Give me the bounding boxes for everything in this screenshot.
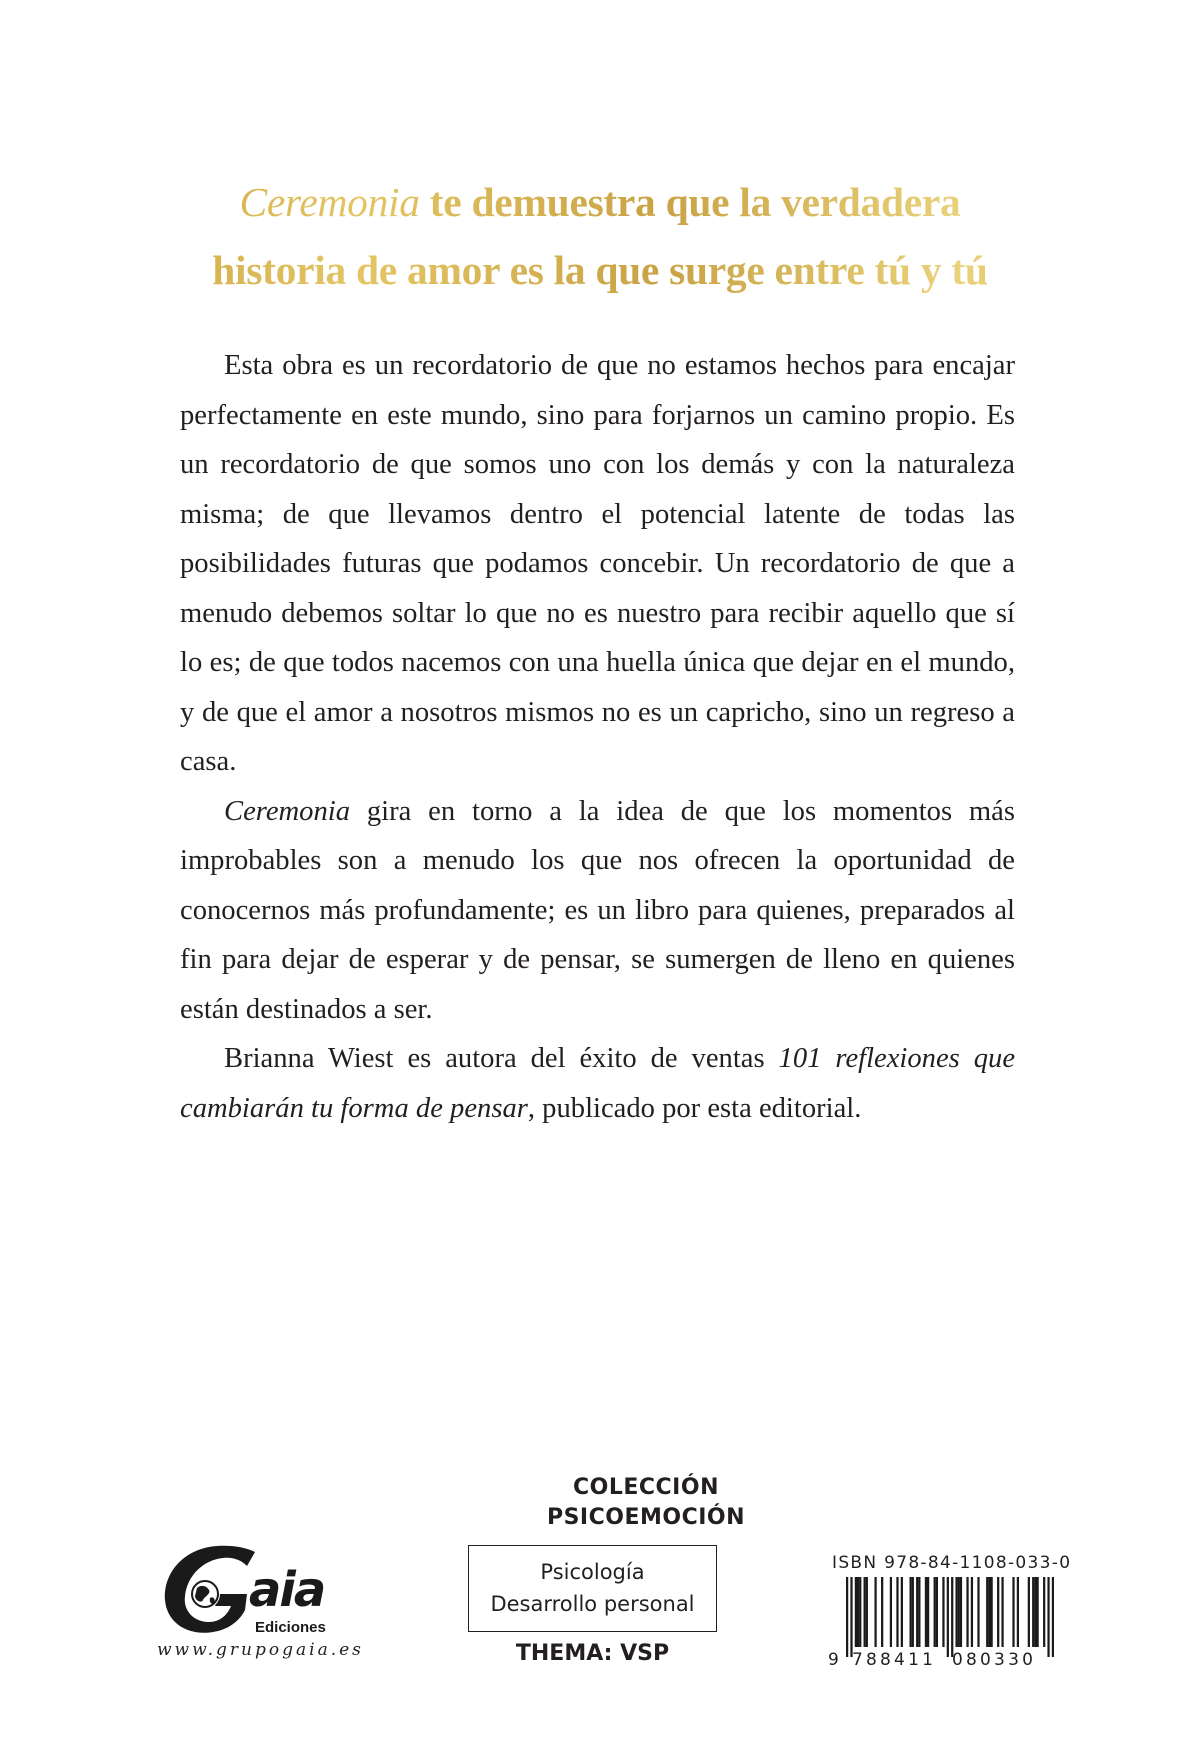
collection-name (500, 1473, 792, 1533)
headline-line-1-rest: te demuestra que la verdadera (419, 179, 961, 225)
barcode-bar (890, 1577, 892, 1647)
barcode-bar (916, 1577, 918, 1647)
barcode (846, 1577, 1054, 1657)
barcode-bar (1012, 1577, 1014, 1647)
barcode-bar (1032, 1577, 1034, 1647)
book-title: Ceremonia (224, 795, 351, 827)
barcode-bar (909, 1577, 911, 1647)
barcode-bar (918, 1577, 920, 1647)
barcode-bar (958, 1577, 960, 1647)
barcode-bar (986, 1577, 988, 1647)
barcode-bar (988, 1577, 990, 1647)
barcode-bar (971, 1577, 973, 1647)
author-note (180, 1034, 1015, 1133)
barcode-bar (859, 1577, 861, 1647)
headline-line-2: historia de amor es la que surge entre tú y tú (212, 247, 988, 293)
barcode-bar (927, 1577, 929, 1647)
barcode-bar (901, 1577, 903, 1647)
barcode-bar (1001, 1577, 1003, 1647)
barcode-bar (874, 1577, 876, 1647)
barcode-bar (936, 1577, 938, 1647)
barcode-bar (1036, 1577, 1038, 1647)
barcode-bar (855, 1577, 857, 1647)
barcode-bar (1034, 1577, 1036, 1647)
barcode-bar (850, 1577, 852, 1657)
collection-line-1: COLECCIÓN (573, 1475, 719, 1500)
barcode-digits-group-2: 080330 (952, 1650, 1037, 1670)
headline-line-1 (0, 168, 1200, 236)
barcode-bar (1017, 1577, 1019, 1647)
barcode-bar (951, 1577, 953, 1657)
subject-box (468, 1545, 717, 1632)
barcode-bar (912, 1577, 914, 1647)
collection-line-2: PSICOEMOCIÓN (546, 1505, 746, 1530)
previous-book-title: 101 reflexiones que cambiarán tu forma de pensar (180, 1043, 1016, 1124)
barcode-bar (1052, 1577, 1054, 1657)
barcode-digits-group-1: 788411 (852, 1650, 937, 1670)
headline (0, 168, 1200, 304)
subject-2: Desarrollo personal (490, 1592, 695, 1616)
barcode-bar (942, 1577, 944, 1647)
logo-wordmark: aia (249, 1562, 325, 1618)
thema-code: THEMA: VSP (515, 1641, 670, 1666)
synopsis-paragraph-1: Esta obra es un recordatorio de que no estamos hechos para encajar perfectamente en este mundo, sino para forjarnos un camino propio. Es un recordatorio de que somos uno con los demás y con la naturaleza misma; de que llevamos dentro el potencial latente de todas las posibilidades futuras que podamos concebir. Un recordatorio de que a menudo debemos soltar lo que no es nuestro para recibir aquello que sí lo es; de que todos nacemos con una huella única que dejar en el mundo, y de que el amor a nosotros mismos no es un capricho, sino un regreso a casa. (180, 350, 1015, 777)
barcode-bar (881, 1577, 883, 1647)
author-note-end: , publicado por esta editorial. (527, 1092, 862, 1124)
barcode-bar (934, 1577, 936, 1647)
barcode-bar (846, 1577, 848, 1657)
barcode-bar (966, 1577, 968, 1647)
barcode-bar (997, 1577, 999, 1647)
barcode-bar (1043, 1577, 1045, 1647)
barcode-bar (1028, 1577, 1030, 1647)
barcode-bar (857, 1577, 859, 1647)
author-note-start: Brianna Wiest es autora del éxito de ventas (224, 1043, 779, 1074)
synopsis-paragraph-2-text: gira en torno a la idea de que los momentos más improbables son a menudo los que nos ofrecen la oportunidad de conocernos más profundamente; es un libro para quienes, preparados al fin para dejar de esperar y de pensar, se sumergen de lleno en quienes están destinados a ser. (180, 795, 1015, 1025)
barcode-bar (947, 1577, 949, 1657)
barcode-bar (864, 1577, 866, 1647)
barcode-bar (866, 1577, 868, 1647)
barcode-bar (1047, 1577, 1049, 1657)
headline-title: Ceremonia (239, 179, 420, 225)
barcode-bar (925, 1577, 927, 1647)
logo-subtitle: Ediciones (255, 1619, 326, 1636)
barcode-bar (960, 1577, 962, 1647)
barcode-bar (977, 1577, 979, 1647)
barcode-bar (991, 1577, 993, 1647)
gaia-logo (155, 1538, 360, 1640)
barcode-bar (955, 1577, 957, 1647)
publisher-website: www.grupogaia.es (157, 1640, 364, 1660)
barcode-bar (896, 1577, 898, 1647)
barcode-digit-lead: 9 (828, 1650, 839, 1670)
subject-1: Psicología (540, 1560, 645, 1584)
synopsis (180, 341, 1015, 1133)
synopsis-paragraph-2 (180, 787, 1015, 1035)
isbn-label: ISBN 978-84-1108-033-0 (832, 1553, 1072, 1573)
